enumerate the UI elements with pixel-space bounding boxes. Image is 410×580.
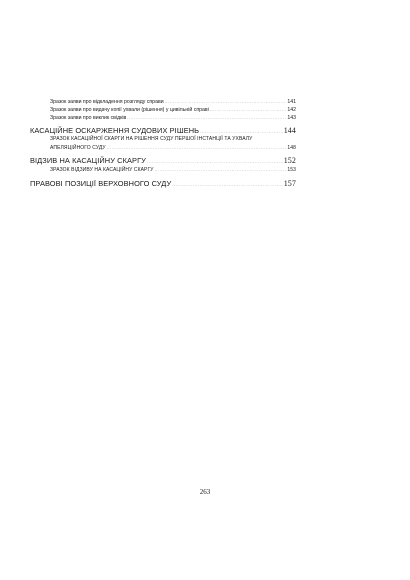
toc-entry-page: 141 xyxy=(287,99,296,105)
toc-entry-page: 148 xyxy=(287,144,296,151)
toc-entry[interactable] xyxy=(30,106,296,114)
toc-entry-label-line1: ЗРАЗОК КАСАЦІЙНОЇ СКАРГИ НА РІШЕННЯ СУДУ ПЕРШОЇ ІНСТАНЦІЇ ТА УХВАЛУ xyxy=(50,136,253,142)
toc-entry-label: ЗРАЗОК ВІДЗИВУ НА КАСАЦІЙНУ СКАРГУ xyxy=(50,167,154,173)
toc-section-page: 144 xyxy=(283,126,296,135)
toc-section-label: ВІДЗИВ НА КАСАЦІЙНУ СКАРГУ xyxy=(30,156,146,165)
dot-leader xyxy=(210,106,287,114)
toc-section-page: 152 xyxy=(283,156,296,165)
toc-entry-page: 142 xyxy=(287,107,296,113)
toc-entry[interactable] xyxy=(30,136,296,152)
dot-leader xyxy=(147,157,283,166)
toc-section-label: КАСАЦІЙНЕ ОСКАРЖЕННЯ СУДОВИХ РІШЕНЬ xyxy=(30,126,200,135)
page-number: 263 xyxy=(199,488,211,496)
dot-leader xyxy=(172,180,282,189)
dot-leader xyxy=(107,144,287,152)
toc-entry-label-line2: АПЕЛЯЦІЙНОГО СУДУ xyxy=(50,144,106,151)
toc-entry[interactable] xyxy=(30,114,296,122)
toc-entry-label: Зразок заяви про видачу копії ухвали (рішення) у цивільній справі xyxy=(50,107,209,113)
toc-section-cassation[interactable] xyxy=(30,126,296,136)
toc-entry-label: Зразок заяви про відкладення розгляду справи xyxy=(50,99,164,105)
dot-leader xyxy=(127,114,286,122)
toc-section-page: 157 xyxy=(283,178,296,188)
toc-entry-label: Зразок заяви про виклик свідків xyxy=(50,115,127,121)
toc-entry-page: 143 xyxy=(287,115,296,121)
dot-leader xyxy=(200,127,283,136)
toc-entry-page: 153 xyxy=(287,167,296,173)
toc-entry[interactable] xyxy=(30,166,296,175)
table-of-contents xyxy=(30,98,296,189)
toc-section-label: ПРАВОВІ ПОЗИЦІЇ ВЕРХОВНОГО СУДУ xyxy=(30,178,172,188)
toc-section-response[interactable] xyxy=(30,156,296,166)
dot-leader xyxy=(155,166,287,174)
toc-section-legal-positions[interactable] xyxy=(30,179,296,189)
dot-leader xyxy=(165,98,287,106)
toc-entry[interactable] xyxy=(30,98,296,106)
